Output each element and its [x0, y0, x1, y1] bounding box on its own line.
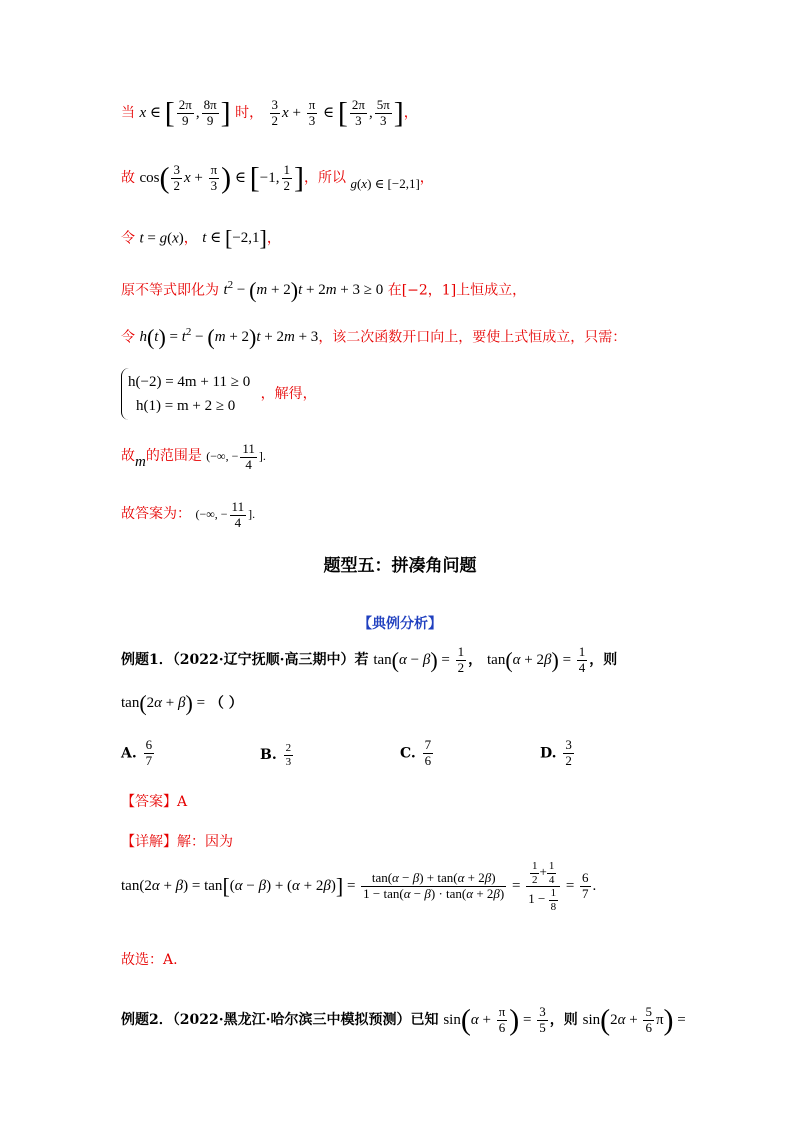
- math-m-interval: [206, 441, 266, 472]
- math-sin-target: sin(2α + $\frac{5}{6}$ π) =: [582, 1003, 686, 1037]
- text-comma: ，: [266, 230, 281, 247]
- frac-den: 2: [565, 752, 572, 768]
- frac-num: 11: [242, 441, 255, 456]
- text-suoyi: ，所以: [304, 169, 346, 186]
- math-t-def: t = g(x): [139, 230, 184, 247]
- line-when-x-range: [121, 98, 418, 129]
- math-x-interval: x ∈ [ $\frac{2\pi}{9}$ , $\frac{8\pi}{9}$ ]: [139, 96, 231, 130]
- line-cos-range: [121, 163, 434, 194]
- text-then: ，则: [589, 651, 618, 668]
- line-m-range: [121, 442, 266, 473]
- example1-statement: [121, 645, 617, 676]
- text-dang: 当: [121, 104, 135, 121]
- frac-den: 4: [230, 515, 247, 531]
- math-tan-condition-2: tan(α + 2β) = $\frac{1}{4}$: [487, 644, 586, 675]
- line-system: [121, 368, 317, 420]
- system-top: h(−2) = 4m + 11 ≥ 0: [128, 374, 251, 390]
- math-sin-condition: sin(α + $\frac{\pi}{6}$ ) = $\frac{3}{5}$: [443, 1003, 546, 1037]
- line-inequality: [121, 280, 526, 302]
- example2-statement: [121, 1005, 686, 1036]
- option-value: [423, 738, 434, 769]
- conclusion-line: 故选：A.: [121, 952, 178, 968]
- text-shi: 时，: [235, 104, 264, 121]
- answer-blank: （ ）: [209, 695, 243, 712]
- option-label: A.: [121, 745, 137, 762]
- interval-close: ].: [258, 449, 266, 464]
- math-h-def: $h(t) = t^2 - (m + 2)t + 2m + 3$: [139, 325, 319, 350]
- text-range: 的范围是: [145, 448, 202, 465]
- frac-den: 4: [240, 457, 257, 473]
- frac-den: 7: [145, 752, 153, 768]
- math-tan-condition-1: tan(α − β) = $\frac{1}{2}$: [373, 644, 465, 675]
- option-a[interactable]: [121, 738, 156, 769]
- math-detail-derivation: tan(2α + β) = tan[(α − β) + (α + 2β)] = $\frac{\tan(\alpha - \beta) + \tan(\alpha + 2\beta)}{1 - \tan(\alpha - \beta) \cdot \tan(\alpha + 2\beta)}$ = $\frac{1}{2}$ + $\frac{1}{4}$ 1 − $\frac{1}{8}$ = $\frac{6}{7}$ .: [121, 860, 597, 913]
- math-m: m: [135, 454, 146, 471]
- math-cos-range: cos( $\frac{3}{2}$ x + $\frac{\pi}{3}$ ) ∈ [−1, $\frac{1}{2}$ ]: [139, 161, 304, 195]
- option-value: [284, 742, 294, 768]
- math-tan-target: tan(2α + β) =: [121, 691, 206, 716]
- detail-formula: [121, 860, 596, 914]
- text-gu: 故: [121, 169, 135, 186]
- frac-num: 6: [145, 737, 153, 752]
- math-gx-range: g(x) ∈ [−2,1]: [350, 175, 420, 191]
- line-answer: [121, 500, 255, 531]
- interval-open: (−∞, −: [206, 449, 239, 464]
- text-then: ，则: [549, 1011, 578, 1028]
- line-let-t: [121, 228, 281, 250]
- option-c[interactable]: [400, 738, 435, 769]
- math-arg-interval: $\frac{3}{2}$ x + $\frac{\pi}{3}$ ∈ [ $\frac{2\pi}{3}$ , $\frac{5\pi}{3}$ ]: [271, 96, 404, 130]
- text-reduce: 原不等式即化为: [121, 282, 219, 299]
- math-t-range: t ∈ [−2,1]: [202, 226, 267, 251]
- math-inequality: $t^2 - (m + 2)t + 2m + 3 \ge 0$: [223, 278, 384, 303]
- math-answer-interval: [195, 499, 256, 530]
- frac-num: 7: [424, 737, 432, 752]
- example1-label: 例题1．（2022·辽宁抚顺·高三期中）若: [121, 651, 369, 668]
- option-value: [144, 738, 155, 769]
- interval-close: ].: [248, 507, 256, 522]
- frac-den: 3: [285, 755, 292, 768]
- system-bottom: h(1) = m + 2 ≥ 0: [136, 398, 236, 414]
- option-value: [563, 738, 574, 769]
- frac-num: 3: [565, 737, 572, 752]
- math-system: [121, 368, 256, 420]
- option-label: B.: [260, 747, 277, 764]
- text-answer: 故答案为：: [121, 506, 191, 523]
- section-title: 题型五：拼凑角问题: [323, 556, 477, 576]
- example1-question: [121, 693, 243, 715]
- text-comma: ，: [403, 104, 418, 121]
- frac-den: 6: [424, 752, 432, 768]
- frac-num: 2: [285, 742, 292, 754]
- text-gu: 故: [121, 448, 135, 465]
- detail-line: 【详解】解：因为: [121, 834, 233, 850]
- subsection-title: 【典例分析】: [358, 616, 442, 632]
- text-quadratic: ，该二次函数开口向上，要使上式恒成立，只需：: [318, 329, 627, 346]
- text-solve: ，解得，: [260, 386, 317, 402]
- text-sep: ，: [468, 651, 483, 668]
- answer-line: 【答案】A: [121, 794, 188, 810]
- option-label: C.: [400, 745, 416, 762]
- text-ling: 令: [121, 329, 135, 346]
- example2-label: 例题2．（2022·黑龙江·哈尔滨三中模拟预测）已知: [121, 1011, 439, 1028]
- text-holds: 在[−2，1]上恒成立，: [387, 282, 527, 299]
- option-label: D.: [540, 745, 557, 762]
- text-comma: ，: [419, 169, 434, 186]
- option-b[interactable]: [260, 742, 295, 768]
- text-sep: ，: [183, 230, 198, 247]
- line-let-h: [121, 327, 626, 349]
- frac-num: 11: [231, 499, 245, 514]
- option-d[interactable]: [540, 738, 576, 769]
- interval-open: (−∞, −: [195, 507, 228, 522]
- text-ling: 令: [121, 230, 135, 247]
